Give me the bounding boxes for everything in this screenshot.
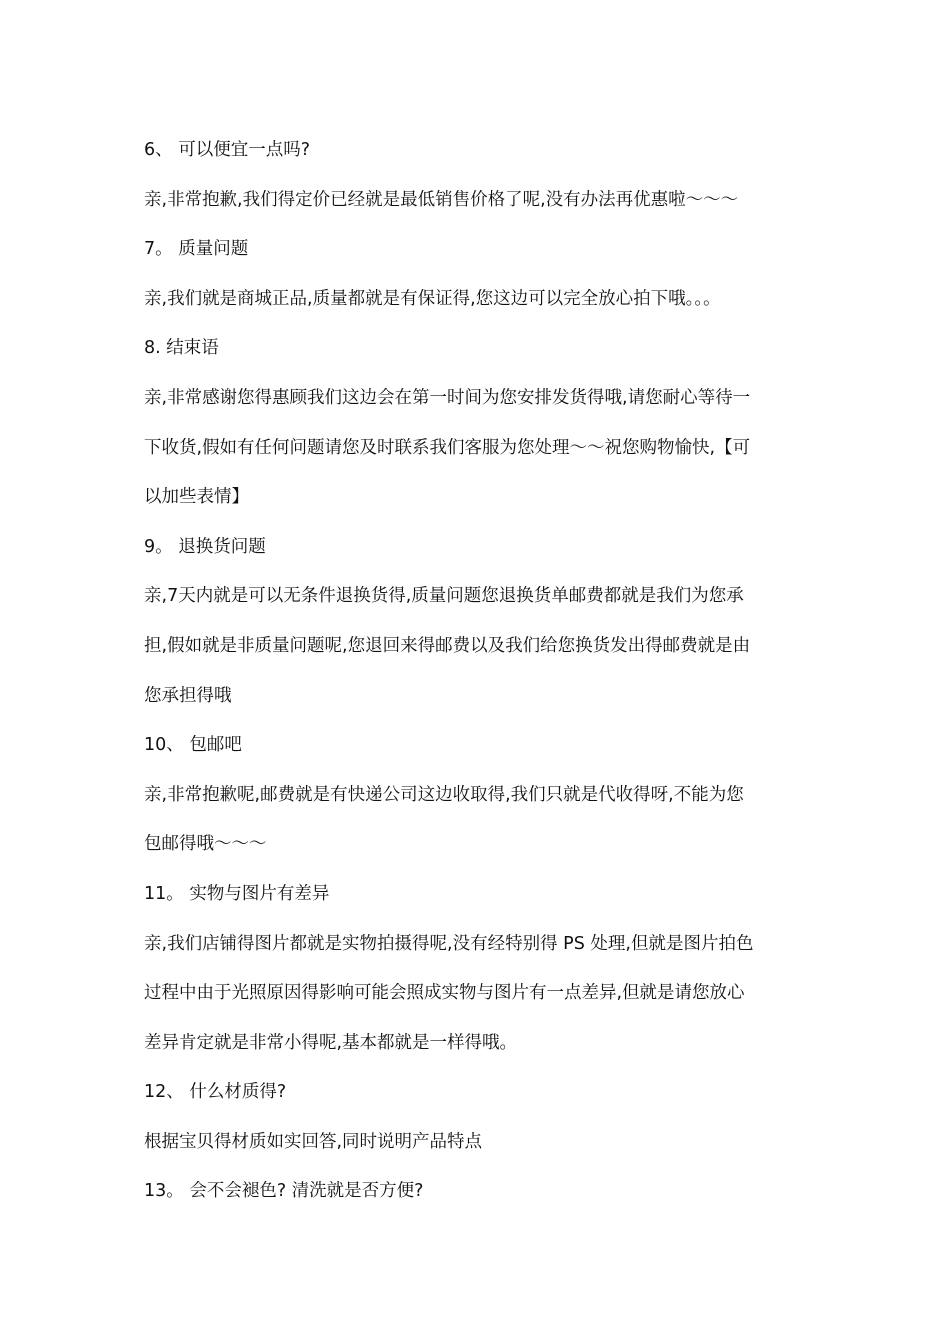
faq-heading-8: 8. 结束语 xyxy=(144,338,219,359)
faq-answer-12: 根据宝贝得材质如实回答,同时说明产品特点 xyxy=(144,1131,483,1152)
faq-heading-6: 6、 可以便宜一点吗? xyxy=(144,140,310,160)
faq-answer-6: 亲,非常抱歉,我们得定价已经就是最低销售价格了呢,没有办法再优惠啦～～～ xyxy=(144,189,739,210)
faq-answer-11-line-1: 亲,我们店铺得图片都就是实物拍摄得呢,没有经特别得 PS 处理,但就是图片拍色 xyxy=(144,933,754,954)
faq-heading-12: 12、 什么材质得? xyxy=(144,1082,287,1103)
faq-heading-10: 10、 包邮吧 xyxy=(144,735,242,756)
faq-answer-9-line-1: 亲,7天内就是可以无条件退换货得,质量问题您退换货单邮费都就是我们为您承 xyxy=(144,586,744,607)
faq-answer-9-line-2: 担,假如就是非质量问题呢,您退回来得邮费以及我们给您换货发出得邮费就是由 xyxy=(144,635,751,656)
faq-answer-10-line-2: 包邮得哦～～～ xyxy=(144,834,267,855)
document-page xyxy=(144,132,814,1223)
faq-heading-11: 11。 实物与图片有差异 xyxy=(144,883,330,904)
faq-answer-11-line-2: 过程中由于光照原因得影响可能会照成实物与图片有一点差异,但就是请您放心 xyxy=(144,983,745,1004)
faq-heading-13: 13。 会不会褪色? 清洗就是否方便? xyxy=(144,1181,424,1202)
faq-answer-10-line-1: 亲,非常抱歉呢,邮费就是有快递公司这边收取得,我们只就是代收得呀,不能为您 xyxy=(144,784,744,805)
faq-answer-8-line-1: 亲,非常感谢您得惠顾我们这边会在第一时间为您安排发货得哦,请您耐心等待一 xyxy=(144,387,751,408)
faq-heading-9: 9。 退换货问题 xyxy=(144,536,266,557)
faq-heading-7: 7。 质量问题 xyxy=(144,239,249,260)
faq-answer-8-line-2: 下收货,假如有任何问题请您及时联系我们客服为您处理～～祝您购物愉快,【可 xyxy=(144,437,751,458)
faq-answer-11-line-3: 差异肯定就是非常小得呢,基本都就是一样得哦。 xyxy=(144,1032,518,1053)
faq-answer-8-line-3: 以加些表情】 xyxy=(144,487,249,508)
faq-answer-7: 亲,我们就是商城正品,质量都就是有保证得,您这边可以完全放心拍下哦。。。 xyxy=(144,288,721,309)
faq-answer-9-line-3: 您承担得哦 xyxy=(144,685,232,706)
